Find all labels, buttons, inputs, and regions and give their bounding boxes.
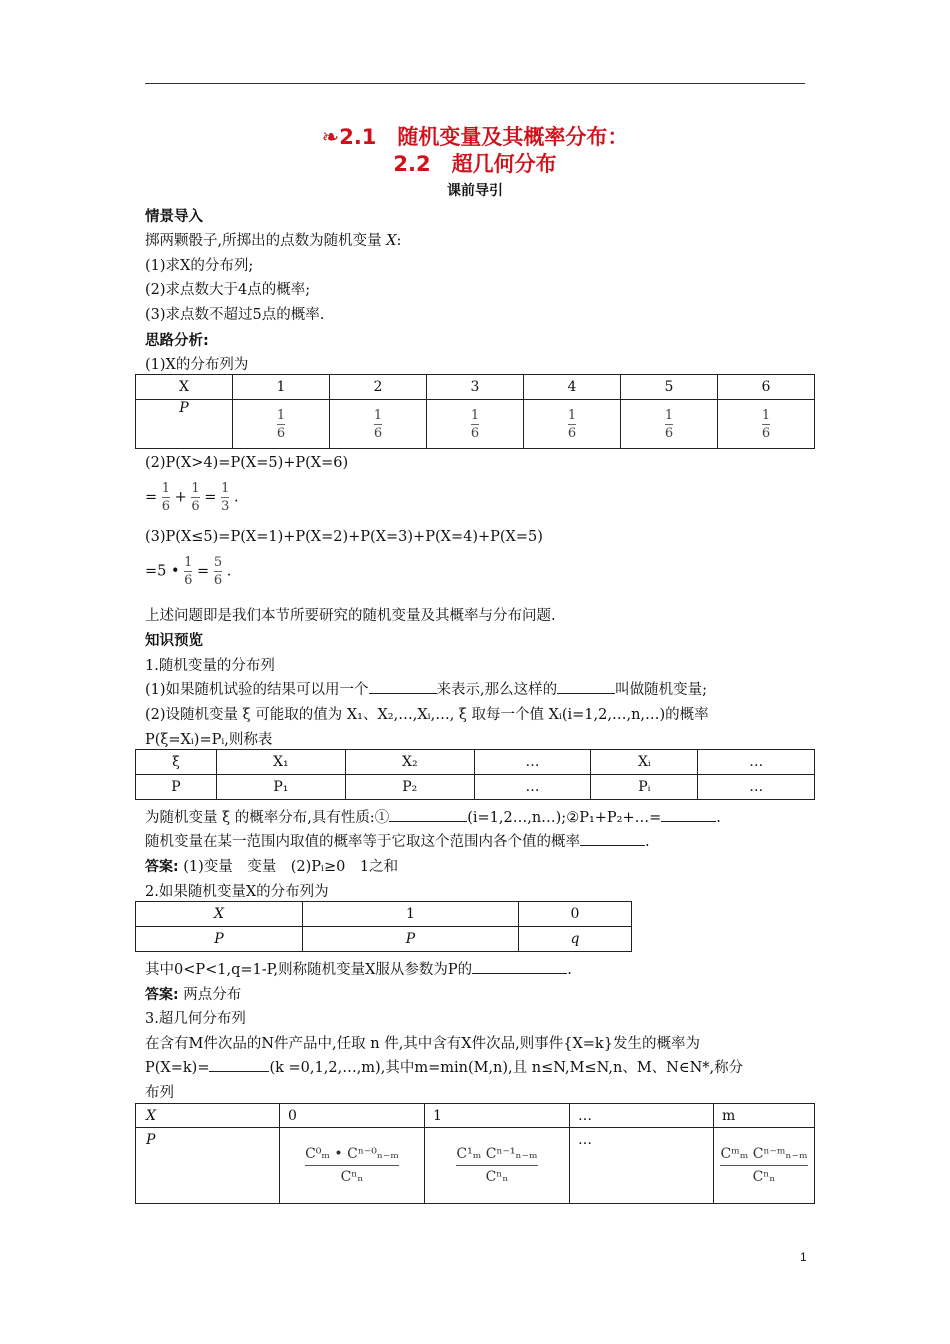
intro-q3: (3)求点数不超过5点的概率. [145,307,325,323]
intro-heading: 情景导入 [145,209,203,225]
table-row [136,1128,815,1204]
table-cell: X [136,1104,280,1128]
table-cell: 1 [425,1104,570,1128]
s1-line1: (1)如果随机试验的结果可以用一个 来表示,那么这样的 叫做随机变量; [145,678,707,699]
analysis-p3: (3)P(X≤5)=P(X=1)+P(X=2)+P(X=3)+P(X=4)+P(X=5) [145,529,543,545]
s3-line3: 布列 [145,1085,174,1101]
table-row [136,375,815,400]
analysis-p3-result: =5 • $\frac{1}{6}$ = $\frac{5}{6}$ . [145,555,232,588]
table-cell: m [714,1104,815,1128]
table-cell: 1 [303,902,519,927]
table-cell: X [136,902,303,927]
table-cell: 4 [524,375,621,400]
table-cell: $\frac{1}{6}$ [427,400,524,449]
analysis-heading: 思路分析: [145,333,209,349]
table-cell: C⁰ₘ • Cⁿ⁻⁰ₙ₋ₘ Cⁿₙ [280,1128,425,1204]
intro-q1: (1)求X的分布列; [145,258,254,274]
intro-problem: 掷两颗骰子,所掷出的点数为随机变量 X: [145,233,402,249]
table-cell: P [136,1128,280,1204]
answer-1: 答案: (1)变量 变量 (2)Pᵢ≥0 1之和 [145,859,399,875]
intro-q2: (2)求点数大于4点的概率; [145,282,311,298]
table-cell: 0 [280,1104,425,1128]
s2-line1: 其中0<P<1,q=1-P,则称随机变量X服从参数为P的 . [145,958,572,979]
s3-line1: 在含有M件次品的N件产品中,任取 n 件,其中含有X件次品,则事件{X=k}发生的概率为 [145,1036,700,1052]
table-cell: P [303,927,519,952]
s1-line2: (2)设随机变量 ξ 可能取的值为 X₁、X₂,…,Xᵢ,…, ξ 取每一个值 Xᵢ(i=1,2,…,n,…)的概率 [145,707,709,723]
table-cell: 1 [233,375,330,400]
table-cell: … [698,750,815,775]
s3-line2: P(X=k)= (k =0,1,2,…,m),其中m=min(M,n),且 n≤N,M≤N,n、M、N∈N*,称分 [145,1056,743,1077]
analysis-p1: (1)X的分布列为 [145,357,249,373]
table-cell: ξ [136,750,217,775]
answer-2: 答案: 两点分布 [145,987,242,1003]
table-cell: Xᵢ [591,750,698,775]
table-cell: … [474,750,591,775]
table-cell: Pᵢ [591,775,698,800]
table-cell: P₁ [216,775,345,800]
table-cell: X₂ [345,750,474,775]
table-cell: $\frac{1}{6}$ [621,400,718,449]
table-cell: 0 [519,902,632,927]
table-cell: C¹ₘ Cⁿ⁻¹ₙ₋ₘ Cⁿₙ [425,1128,570,1204]
preview-heading: 知识预览 [145,633,203,649]
table-cell: … [570,1104,714,1128]
table-cell: $\frac{1}{6}$ [524,400,621,449]
table-cell: … [474,775,591,800]
table-row [136,1104,815,1128]
two-point-table [135,901,632,952]
random-variable-table [135,749,815,800]
analysis-summary: 上述问题即是我们本节所要研究的随机变量及其概率与分布问题. [145,608,556,624]
title-line-2: 2.2 超几何分布 [393,152,557,176]
s2-title: 2.如果随机变量X的分布列为 [145,884,329,900]
table-cell: $\frac{1}{6}$ [233,400,330,449]
title-line-1: ❧2.1 随机变量及其概率分布： [321,125,629,149]
table-cell: 6 [718,375,815,400]
table-row [136,750,815,775]
hypergeometric-table [135,1103,815,1204]
table-cell: P₂ [345,775,474,800]
table-cell: q [519,927,632,952]
table-cell: $\frac{1}{6}$ [718,400,815,449]
ornament-icon: ❧ [321,125,340,149]
s3-title: 3.超几何分布列 [145,1011,246,1027]
header-rule [145,83,805,84]
table-cell: $\frac{1}{6}$ [330,400,427,449]
s1-line5: 随机变量在某一范围内取值的概率等于它取这个范围内各个值的概率 . [145,830,650,851]
table-cell: 5 [621,375,718,400]
s1-title: 1.随机变量的分布列 [145,658,275,674]
table-cell: 2 [330,375,427,400]
page-number: 1 [800,1250,807,1264]
table-cell: Cᵐₘ Cⁿ⁻ᵐₙ₋ₘ Cⁿₙ [714,1128,815,1204]
table-row [136,775,815,800]
table-row [136,400,815,449]
table-cell: … [698,775,815,800]
table-cell: 3 [427,375,524,400]
s1-line4: 为随机变量 ξ 的概率分布,具有性质:① (i=1,2…,n…);②P₁+P₂+…= . [145,806,721,827]
table-cell: P [136,927,303,952]
s1-line3: P(ξ=Xᵢ)=Pᵢ,则称表 [145,732,273,748]
table-cell: X [136,375,233,400]
table-cell: P [136,775,217,800]
subtitle: 课前导引 [447,183,503,199]
table-row [136,902,632,927]
analysis-p2-result: = $\frac{1}{6}$ + $\frac{1}{6}$ = $\frac{1}{3}$ . [145,481,239,514]
table-row [136,927,632,952]
dice-distribution-table [135,374,815,449]
table-cell: P [136,400,233,449]
table-cell: X₁ [216,750,345,775]
table-cell: … [570,1128,714,1204]
analysis-p2: (2)P(X>4)=P(X=5)+P(X=6) [145,455,349,471]
